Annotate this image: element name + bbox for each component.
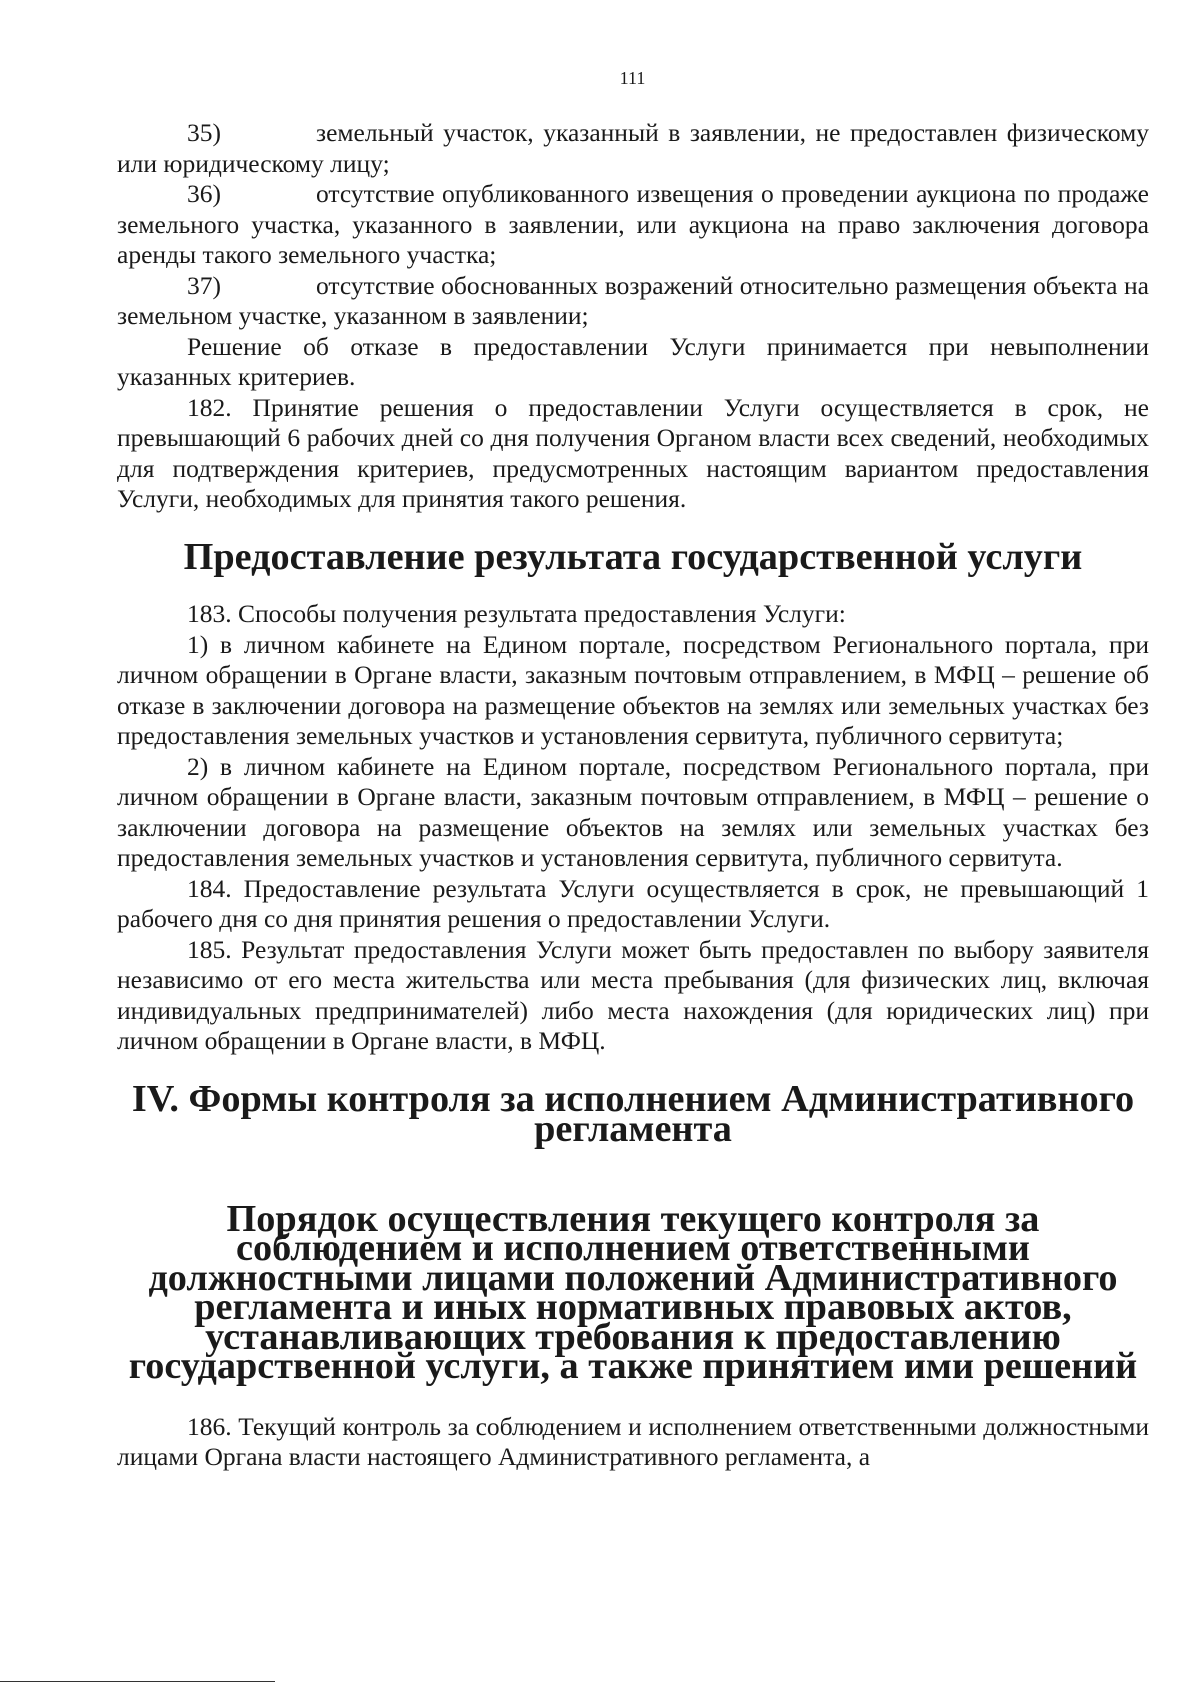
paragraph-185: 185. Результат предоставления Услуги может быть предоставлен по выбору заявителя независимо от его места жительства или места пребывания (для физических лиц, включая индивидуальных предпринимателей) либо места нахождения (для юридических лиц) при личном обращении в Органе власти, в МФЦ. — [117, 934, 1149, 1055]
heading-section-iv: IV. Формы контроля за исполнением Административного регламента — [131, 1077, 1135, 1150]
list-item-text: отсутствие опубликованного извещения о проведении аукциона по продаже земельного участка, указанного в заявлении, или аукциона на право заключения договора аренды такого земельного участка; — [117, 179, 1149, 269]
list-item-36 — [117, 179, 1149, 271]
list-item-35 — [117, 118, 1149, 179]
footnote-divider — [0, 1681, 275, 1682]
list-item-number: 35) — [187, 118, 221, 147]
heading-result-provision: Предоставление результата государственной услуги — [183, 535, 1083, 578]
list-item-number: 37) — [187, 270, 221, 300]
paragraph-183: 183. Способы получения результата предоставления Услуги: — [187, 599, 846, 628]
list-item-text: земельный участок, указанный в заявлении, не предоставлен физическому или юридическому лицу; — [117, 118, 1149, 178]
page-number: 111 — [619, 68, 646, 88]
document-body — [117, 118, 1149, 1473]
paragraph-183-1: 1) в личном кабинете на Едином портале, посредством Регионального портала, при личном обращении в Органе власти, заказным почтовым отправлением, в МФЦ – решение об отказе в заключении договора на размещение объектов на землях или земельных участках без предоставления земельных участков и установления сервитута, публичного сервитута; — [117, 629, 1149, 750]
paragraph-183-2: 2) в личном кабинете на Едином портале, посредством Регионального портала, при личном обращении в Органе власти, заказным почтовым отправлением, в МФЦ – решение о заключении договора на размещение объектов на землях или земельных участках без предоставления земельных участков и установления сервитута, публичного сервитута. — [117, 751, 1149, 872]
list-item-37 — [117, 271, 1149, 332]
paragraph-186: 186. Текущий контроль за соблюдением и исполнением ответственными должностными лицами Органа власти настоящего Административного регламента, а — [117, 1411, 1149, 1471]
paragraph-184: 184. Предоставление результата Услуги осуществляется в срок, не превышающий 1 рабочего дня со дня принятия решения о предоставлении Услуги. — [117, 873, 1149, 933]
list-item-number: 36) — [187, 179, 221, 208]
paragraph-182: 182. Принятие решения о предоставлении Услуги осуществляется в срок, не превышающий 6 рабочих дней со дня получения Органом власти всех сведений, необходимых для подтверждения критериев, предусмотренных настоящим вариантом предоставления Услуги, необходимых для принятия такого решения. — [117, 392, 1149, 513]
heading-control-order: Порядок осуществления текущего контроля за соблюдением и исполнением ответственными должностными лицами положений Административного регламента и иных нормативных правовых актов, устанавливающих требования к предоставлению государственной услуги, а также принятием ими решений — [128, 1197, 1138, 1387]
list-item-text: отсутствие обоснованных возражений относительно размещения объекта на земельном участке, указанном в заявлении; — [117, 270, 1149, 330]
paragraph-refusal-decision: Решение об отказе в предоставлении Услуги принимается при невыполнении указанных критериев. — [117, 331, 1149, 391]
